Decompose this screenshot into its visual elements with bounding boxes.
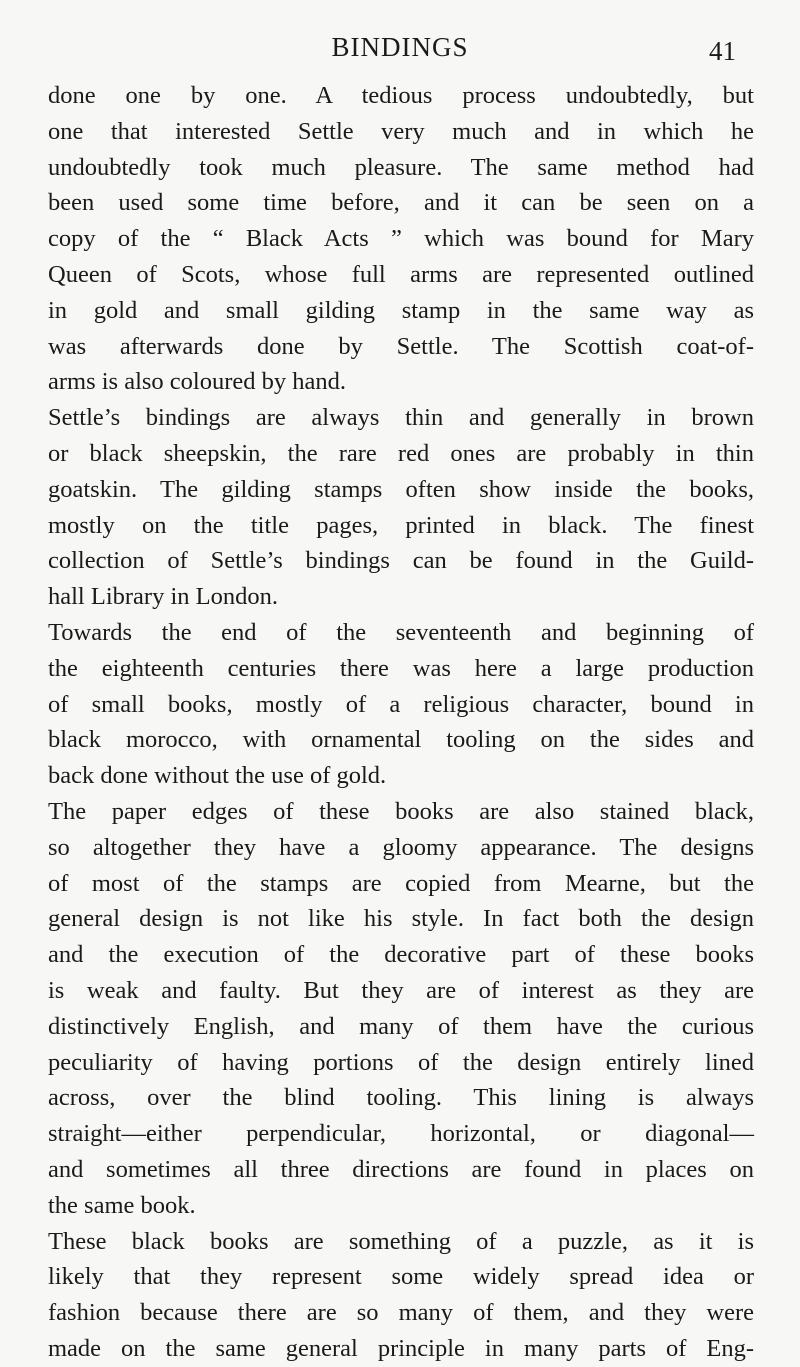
text-line: peculiarity of having portions of the design entirely lined [48,1048,754,1076]
text-line: collection of Settle’s bindings can be found in the Guild- [48,547,754,575]
text-line: Queen of Scots, whose full arms are represented outlined [48,260,754,288]
running-title: BINDINGS [331,32,469,62]
text-line: The paper edges of these books are also stained black, [48,797,754,825]
text-line: mostly on the title pages, printed in black. The finest [48,511,754,539]
text-line: black morocco, with ornamental tooling on the sides and [48,726,754,754]
text-line: Towards the end of the seventeenth and beginning of [48,618,754,646]
text-line: or black sheepskin, the rare red ones are probably in thin [48,439,754,467]
text-line: in gold and small gilding stamp in the same way as [48,296,754,324]
text-line: made on the same general principle in many parts of Eng- [48,1334,754,1362]
text-line: fashion because there are so many of them, and they were [48,1299,754,1327]
text-line: general design is not like his style. In fact both the design [48,905,754,933]
text-line: done one by one. A tedious process undoubtedly, but [48,82,754,109]
text-line: back done without the use of gold. [48,762,387,790]
text-line: likely that they represent some widely spread idea or [48,1263,754,1291]
text-line: across, over the blind tooling. This lining is always [48,1084,754,1112]
text-line: arms is also coloured by hand. [48,368,347,396]
body-text [48,78,754,1367]
text-line: the eighteenth centuries there was here a large production [48,654,754,682]
text-line: These black books are something of a puzzle, as it is [48,1227,754,1255]
text-line: copy of the “ Black Acts ” which was bound for Mary [48,225,754,253]
text-line: hall Library in London. [48,583,278,611]
text-line: distinctively English, and many of them have the curious [48,1012,754,1040]
running-head [0,32,800,72]
text-line: straight—either perpendicular, horizontal, or diagonal— [48,1120,754,1148]
text-line: so altogether they have a gloomy appearance. The designs [48,833,754,861]
text-line: of small books, mostly of a religious character, bound in [48,690,754,718]
text-line: goatskin. The gilding stamps often show inside the books, [48,475,754,503]
text-line: been used some time before, and it can be seen on a [48,189,754,217]
page-number: 41 [709,36,736,66]
text-line: one that interested Settle very much and in which he [48,117,754,145]
text-line: Settle’s bindings are always thin and generally in brown [48,404,754,432]
text-line: is weak and faulty. But they are of interest as they are [48,976,754,1004]
text-line: and the execution of the decorative part of these books [48,941,754,969]
text-line: was afterwards done by Settle. The Scottish coat-of- [48,332,754,360]
text-line: the same book. [48,1191,196,1219]
text-line: and sometimes all three directions are found in places on [48,1155,754,1183]
text-line: of most of the stamps are copied from Mearne, but the [48,869,754,897]
text-line: undoubtedly took much pleasure. The same method had [48,153,754,181]
